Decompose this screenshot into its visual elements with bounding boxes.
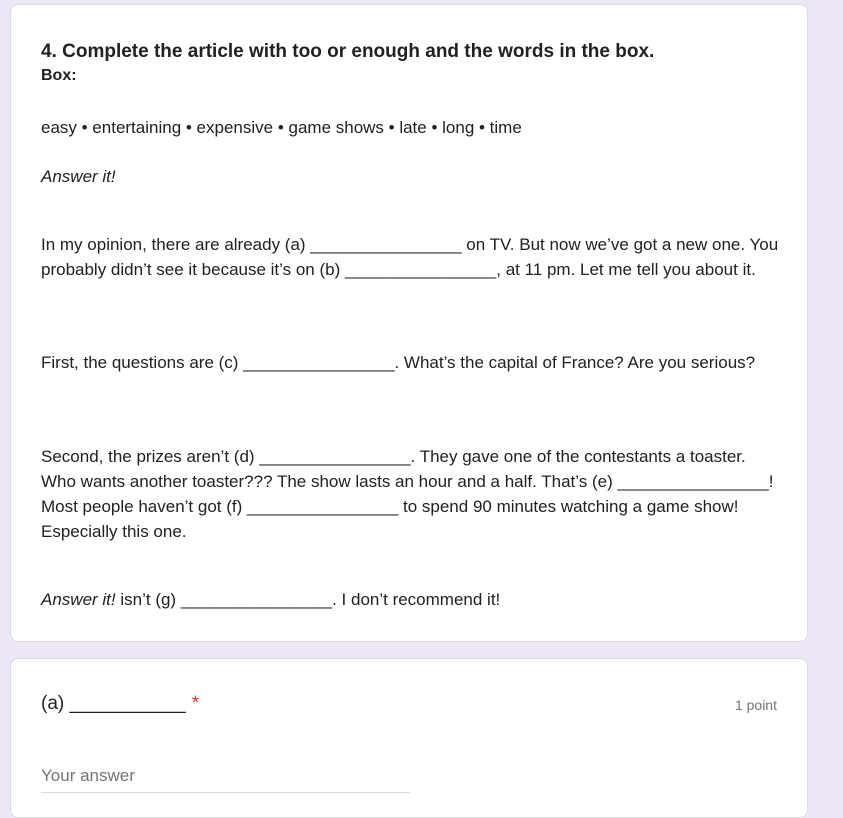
required-asterisk: * xyxy=(191,693,200,714)
section-title: 4. Complete the article with too or enough and the words in the box. xyxy=(41,41,655,62)
paragraph-3: Second, the prizes aren’t (d) ________________. They gave one of the contestants a toaster. Who wants another toaster??? The show lasts an hour and a half. That’s (e) ________________! Most people haven’t got (f) ________________ to spend 90 minutes watching a game show! Especially this one. xyxy=(41,447,774,541)
box-label: Box: xyxy=(41,67,77,84)
question-card-a xyxy=(10,658,808,818)
paragraph-4-text: isn’t (g) ________________. I don’t recommend it! xyxy=(115,590,501,609)
points-label: 1 point xyxy=(734,697,777,713)
paragraph-4 xyxy=(41,587,781,612)
instructions-card xyxy=(10,4,808,642)
question-label xyxy=(41,693,199,715)
paragraph-2: First, the questions are (c) ________________. What’s the capital of France? Are you serious? xyxy=(41,353,756,372)
article-title: Answer it! xyxy=(41,167,116,186)
box-words: easy • entertaining • expensive • game shows • late • long • time xyxy=(41,118,522,137)
answer-input[interactable] xyxy=(41,764,410,793)
question-text: (a) ___________ xyxy=(41,693,186,714)
article-title-inline: Answer it! xyxy=(41,590,116,609)
paragraph-1: In my opinion, there are already (a) ________________ on TV. But now we’ve got a new one. You probably didn’t see it because it’s on (b) ________________, at 11 pm. Let me tell you about it. xyxy=(41,235,779,279)
